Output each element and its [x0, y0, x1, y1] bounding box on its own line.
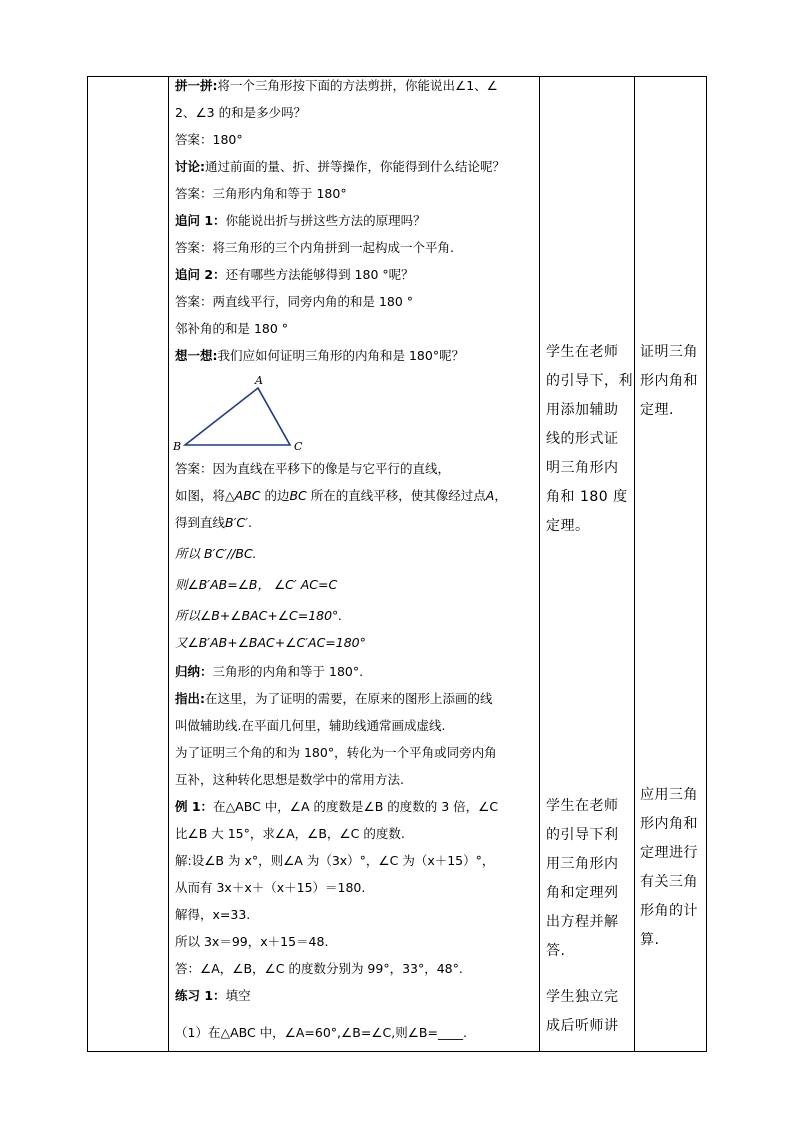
pinyipin-text-2: 2、∠3 的和是多少吗？ — [175, 105, 307, 120]
li1-sol-1: 解:设∠B 为 x°，则∠A 为（3x）°，∠C 为（x＋15）°， — [175, 853, 495, 868]
zhichu-line-1 — [175, 691, 493, 707]
proof-2-pre: 如图，将△ — [175, 488, 235, 503]
proof-line-1: 答案：因为直线在平移下的像是与它平行的直线， — [175, 461, 451, 476]
guina-text: 三角形的内角和等于 180°. — [212, 664, 364, 679]
proof-line-5: 则∠B′AB=∠B， ∠C′ AC=C — [175, 577, 338, 592]
zhuiwen1-text: 你能说出折与拼这些方法的原理吗？ — [225, 213, 426, 228]
student-activity-2-line: 学生在老师 — [546, 798, 619, 814]
student-activity-2-line: 用三角形内 — [546, 856, 619, 872]
zhuiwen2-text: 还有哪些方法能够得到 180 °呢？ — [225, 267, 414, 282]
zhichu-label: 指出: — [175, 691, 205, 706]
design-intent-1 — [640, 338, 702, 425]
student-activity-3 — [546, 983, 630, 1041]
student-activity-2-line: 的引导下利 — [546, 827, 619, 843]
student-activity-3-line: 学生独立完 — [546, 989, 619, 1005]
answer-line-2: 答案：三角形内角和等于 180° — [175, 186, 347, 201]
vertex-a-label: A — [255, 374, 263, 387]
guina-label: 归纳： — [175, 664, 213, 679]
taolun-label: 讨论: — [175, 159, 205, 174]
answer-line-4: 答案：两直线平行，同旁内角的和是 180 ° — [175, 294, 414, 309]
xiangyixiang-line — [175, 348, 464, 364]
proof-line-3 — [175, 515, 252, 531]
zhuiwen2-line — [175, 267, 414, 283]
pinyipin-label: 拼一拼: — [175, 78, 218, 93]
li1-line-1 — [175, 799, 498, 815]
vertex-b-label: B — [173, 440, 182, 453]
student-activity-1-line: 用添加辅助 — [546, 402, 619, 418]
zhuiwen1-line — [175, 213, 426, 229]
answer-line-4b: 邻补角的和是 180 ° — [175, 321, 289, 336]
proof-2-mid: 的边 — [260, 488, 290, 503]
design-intent-2-line: 算. — [640, 932, 660, 948]
lianxi-line — [175, 988, 251, 1004]
student-activity-1-line: 明三角形内 — [546, 460, 619, 476]
li1-line-2: 比∠B 大 15°，求∠A，∠B，∠C 的度数. — [175, 826, 405, 841]
proof-3-pre: 得到直线 — [175, 515, 226, 530]
li1-label: 例 1： — [175, 799, 214, 814]
triangle-figure — [170, 372, 310, 454]
design-intent-1-line: 定理. — [640, 402, 674, 418]
zhichu-line-4: 互补，这种转化思想是数学中的常用方法. — [175, 772, 404, 787]
student-activity-1 — [546, 338, 633, 541]
design-intent-2-line: 定理进行 — [640, 845, 698, 861]
proof-3-bc: B′C′ — [225, 515, 248, 530]
student-activity-1-line: 定理。 — [546, 518, 590, 534]
li1-text: 在△ABC 中，∠A 的度数是∠B 的度数的 3 倍，∠C — [213, 799, 499, 814]
vertex-c-label: C — [294, 440, 303, 453]
proof-3-end: . — [248, 515, 252, 530]
proof-line-4: 所以 B′C′//BC. — [175, 546, 257, 561]
taolun-text: 通过前面的量、折、拼等操作，你能得到什么结论呢？ — [205, 159, 506, 174]
pinyipin-line-1 — [175, 78, 498, 94]
zhichu-text: 在这里，为了证明的需要，在原来的图形上添画的线 — [205, 691, 493, 706]
design-intent-2-line: 形角的计 — [640, 903, 698, 919]
pinyipin-text: 将一个三角形按下面的方法剪拼，你能说出∠1、∠ — [217, 78, 498, 93]
design-intent-1-line: 证明三角 — [640, 344, 698, 360]
xiangyixiang-text: 我们应如何证明三角形的内角和是 180°呢？ — [217, 348, 465, 363]
zhichu-line-3: 为了证明三个角的和为 180°，转化为一个平角或同旁内角 — [175, 745, 497, 760]
zhuiwen1-label: 追问 1： — [175, 213, 226, 228]
student-activity-2-line: 角和定理列 — [546, 885, 619, 901]
student-activity-1-line: 角和 180 度 — [546, 489, 628, 505]
lianxi-text: 填空 — [225, 988, 251, 1003]
proof-2-post: 所在的直线平移，使其像经过点 — [306, 488, 486, 503]
guina-line — [175, 664, 363, 680]
proof-2-a: A — [485, 488, 495, 503]
column-divider-3 — [634, 77, 635, 1051]
proof-2-bc: BC — [289, 488, 307, 503]
lianxi-label: 练习 1： — [175, 988, 226, 1003]
lianxi-q1: （1）在△ABC 中，∠A=60°,∠B=∠C,则∠B=____. — [175, 1025, 467, 1040]
pinyipin-line-2 — [175, 105, 306, 121]
answer-line: 答案：180° — [175, 132, 243, 147]
li1-sol-5: 答：∠A，∠B，∠C 的度数分别为 99°，33°，48°. — [175, 961, 463, 976]
proof-line-6: 所以∠B+∠BAC+∠C=180°. — [175, 608, 343, 623]
design-intent-1-line: 形内角和 — [640, 373, 698, 389]
li1-sol-2: 从而有 3x＋x＋（x＋15）＝180. — [175, 880, 366, 895]
proof-2-abc: ABC — [234, 488, 261, 503]
student-activity-1-line: 学生在老师 — [546, 344, 619, 360]
zhuiwen2-label: 追问 2： — [175, 267, 226, 282]
student-activity-2-line: 答. — [546, 943, 566, 959]
design-intent-2-line: 应用三角 — [640, 787, 698, 803]
zhichu-line-2: 叫做辅助线.在平面几何里，辅助线通常画成虚线. — [175, 718, 446, 733]
triangle-abc — [185, 388, 290, 445]
student-activity-2-line: 出方程并解 — [546, 914, 619, 930]
design-intent-2 — [640, 781, 702, 955]
li1-sol-3: 解得，x=33. — [175, 907, 251, 922]
student-activity-2 — [546, 792, 630, 966]
answer-line-3: 答案：将三角形的三个内角拼到一起构成一个平角. — [175, 240, 454, 255]
xiangyixiang-label: 想一想: — [175, 348, 218, 363]
proof-line-2 — [175, 488, 507, 504]
design-intent-2-line: 有关三角 — [640, 874, 698, 890]
taolun-line — [175, 159, 505, 175]
proof-line-7: 又∠B′AB+∠BAC+∠C′AC=180° — [175, 635, 366, 650]
column-divider-2 — [539, 77, 540, 1051]
design-intent-2-line: 形内角和 — [640, 816, 698, 832]
column-divider-1 — [168, 77, 169, 1051]
student-activity-3-line: 成后听师讲 — [546, 1018, 619, 1034]
li1-sol-4: 所以 3x＝99，x＋15＝48. — [175, 934, 329, 949]
student-activity-1-line: 的引导下，利 — [546, 373, 633, 389]
proof-2-end: ， — [494, 488, 507, 503]
student-activity-1-line: 线的形式证 — [546, 431, 619, 447]
